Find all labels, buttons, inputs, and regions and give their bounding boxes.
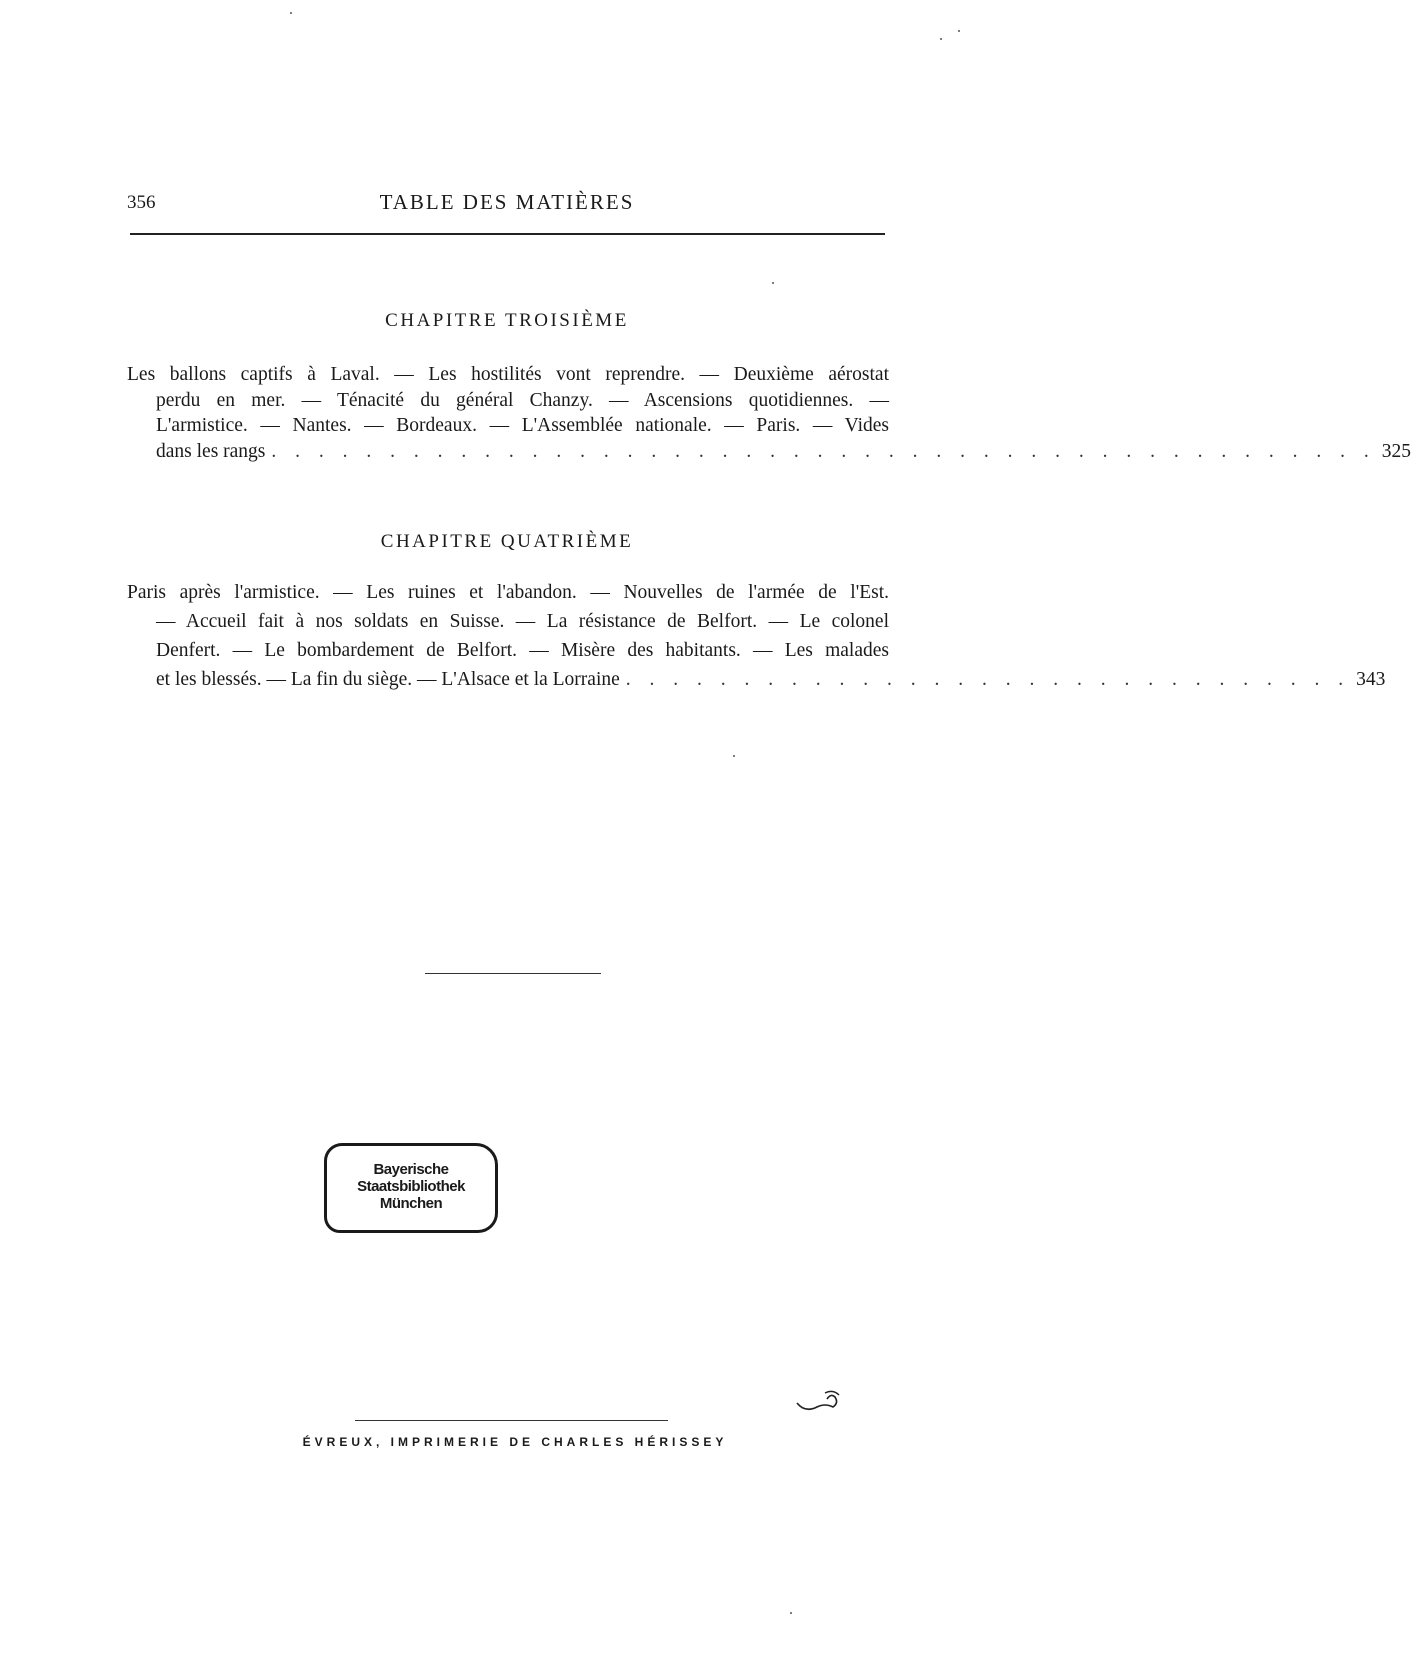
summary-line-text: dans les rangs — [156, 440, 266, 462]
summary-line: — Accueil fait à nos soldats en Suisse. — La résistance de Belfort. — Le colonel — [156, 611, 889, 632]
handwritten-mark — [795, 1385, 847, 1417]
chapter-page-number: 325 — [1381, 440, 1411, 462]
chapter-title: CHAPITRE TROISIÈME — [385, 310, 629, 331]
summary-last-line — [127, 665, 1386, 694]
summary-line: perdu en mer. — Ténacité du général Chanzy. — Ascensions quotidiennes. — — [156, 389, 889, 411]
paper-speck — [290, 12, 292, 14]
chapter-title: CHAPITRE QUATRIÈME — [380, 531, 634, 552]
library-stamp — [324, 1143, 498, 1233]
end-rule — [425, 973, 601, 974]
dot-leader: . . . . . . . . . . . . . . . . . . . . . . . . . . . . . . . — [625, 669, 1351, 690]
summary-line: L'armistice. — Nantes. — Bordeaux. — L'Assemblée nationale. — Paris. — Vides — [156, 415, 889, 436]
summary-line: Denfert. — Le bombardement de Belfort. — Misère des habitants. — Les malades — [156, 640, 889, 661]
paper-speck — [958, 30, 960, 32]
running-title: TABLE DES MATIÈRES — [379, 190, 635, 214]
summary-line: Paris après l'armistice. — Les ruines et l'abandon. — Nouvelles de l'armée de l'Est. — [127, 582, 889, 603]
chapter-summary — [127, 362, 1411, 464]
stamp-line: Bayerische — [373, 1161, 449, 1178]
header-rule — [130, 233, 885, 235]
stamp-line: Staatsbibliothek — [357, 1178, 465, 1195]
summary-line: Les ballons captifs à Laval. — Les hostilités vont reprendre. — Deuxième aérostat — [127, 364, 889, 385]
stamp-line: München — [379, 1195, 443, 1212]
running-head — [127, 188, 887, 218]
paper-speck — [940, 38, 942, 40]
chapter-summary — [127, 578, 1386, 694]
imprint-rule — [355, 1420, 668, 1421]
chapter-page-number: 343 — [1356, 669, 1386, 690]
paper-speck — [733, 755, 735, 757]
paper-speck — [790, 1612, 792, 1614]
dot-leader: . . . . . . . . . . . . . . . . . . . . . . . . . . . . . . . . . . . . . . . . . . . . . . . — [271, 440, 1376, 462]
page-number: 356 — [127, 192, 156, 213]
paper-speck — [772, 282, 774, 284]
summary-line-text: et les blessés. — La fin du siège. — L'Alsace et la Lorraine — [156, 669, 620, 690]
printer-imprint: ÉVREUX, IMPRIMERIE DE CHARLES HÉRISSEY — [302, 1435, 728, 1449]
summary-last-line — [127, 439, 1411, 465]
